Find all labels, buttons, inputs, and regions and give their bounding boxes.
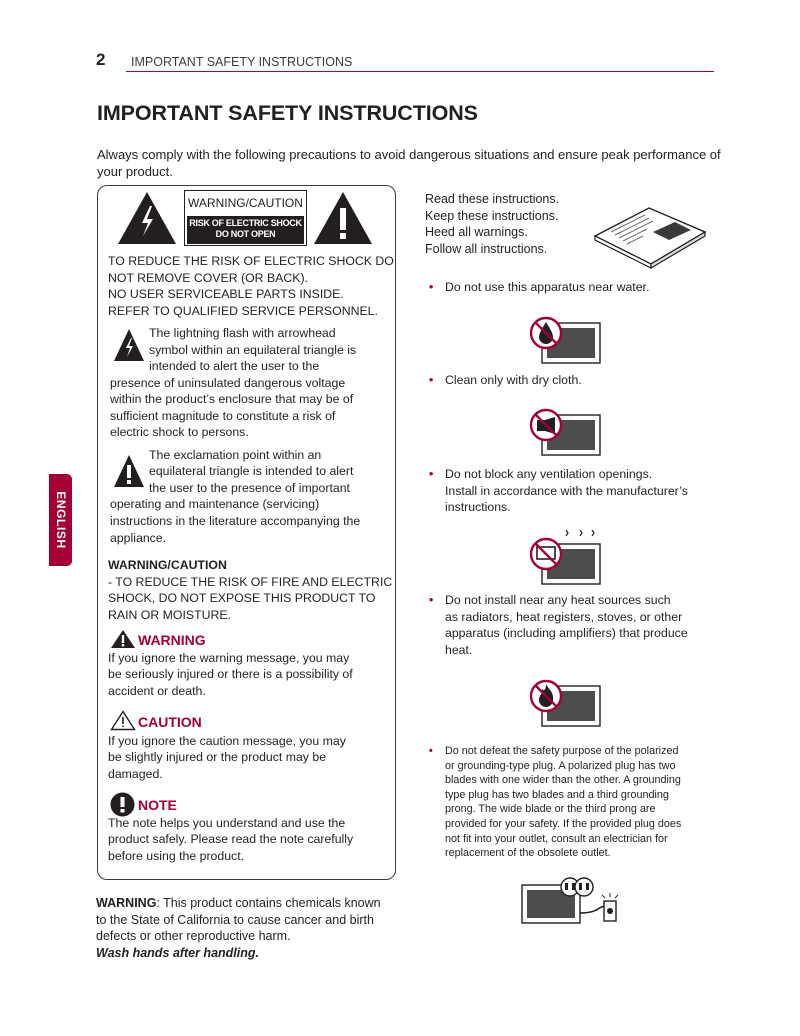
caution-text-1: If you ignore the caution message, you may [108, 734, 346, 748]
caution-heading: CAUTION [138, 714, 202, 730]
bullet-plug-text-8: replacement of the obsolete outlet. [445, 847, 611, 860]
bullet-dot: • [429, 280, 434, 294]
lightning-triangle-icon [116, 190, 178, 246]
bullet-plug-text-2: or grounding-type plug. A polarized plug has two [445, 759, 676, 772]
read-line-1: Read these instructions. [425, 192, 560, 206]
bullet-ventilation-text-3: instructions. [445, 500, 511, 514]
label-risk-line: RISK OF ELECTRIC SHOCK [189, 218, 302, 228]
page-title: IMPORTANT SAFETY INSTRUCTIONS [97, 101, 478, 125]
exclamation-triangle-icon [312, 190, 374, 246]
bullet-dot: • [429, 373, 434, 387]
tv-plug-outlet-icon [520, 875, 624, 927]
manual-book-icon [591, 202, 711, 270]
instruction-list [425, 191, 559, 257]
label-do-not-open-line: DO NOT OPEN [215, 229, 276, 239]
bullet-water [429, 279, 650, 296]
lightning-text-4: presence of uninsulated dangerous voltage [110, 376, 346, 390]
read-line-4: Follow all instructions. [425, 241, 548, 256]
excl-text-6: appliance. [110, 531, 167, 545]
lightning-text-1: The lightning flash with arrowhead [149, 326, 336, 340]
bullet-clean [429, 372, 582, 389]
bullet-dot: • [429, 745, 433, 757]
caution-text-2: be slightly injured or the product may be [108, 750, 327, 764]
header-rule [126, 71, 714, 72]
read-line-2: Keep these instructions. [425, 208, 559, 223]
bullet-heat [429, 592, 688, 658]
bullet-plug-text-6: provided for your safety. If the provided plug does [445, 817, 682, 830]
california-warning-label: WARNING [96, 896, 157, 910]
bullet-heat-text-3: apparatus (including amplifiers) that produce [445, 626, 688, 640]
note-text-1: The note helps you understand and use the [108, 816, 346, 830]
bullet-water-text: Do not use this apparatus near water. [445, 280, 650, 294]
note-text-2: product safely. Please read the note carefully [108, 832, 354, 846]
lightning-text-7: electric shock to persons. [110, 425, 249, 439]
excl-text-3: the user to the presence of important [149, 481, 350, 495]
intro-paragraph: Always comply with the following precautions to avoid dangerous situations and ensure peak performance of your product. [97, 147, 721, 179]
excl-text-2: equilateral triangle is intended to alert [149, 464, 354, 478]
california-warning [96, 895, 396, 961]
lightning-text-2: symbol within an equilateral triangle is [149, 343, 357, 357]
shock-text-2: NOT REMOVE COVER (OR BACK). [108, 271, 308, 285]
note-icon [110, 792, 135, 817]
shock-text-1: TO REDUCE THE RISK OF ELECTRIC SHOCK DO [108, 254, 394, 268]
bullet-plug-text-7: not fit into your outlet, consult an electrician for [445, 832, 668, 845]
bullet-ventilation-text-1: Do not block any ventilation openings. [445, 467, 653, 481]
california-warning-text-2: to the State of California to cause cancer and birth [96, 912, 374, 927]
bullet-heat-text-2: as radiators, heat registers, stoves, or other [445, 609, 683, 624]
wc-text-2: SHOCK, DO NOT EXPOSE THIS PRODUCT TO [108, 591, 376, 605]
bullet-clean-text: Clean only with dry cloth. [445, 373, 582, 387]
lightning-text-3: intended to alert the user to the [149, 359, 320, 373]
bullet-heat-text-4: heat. [445, 642, 473, 657]
bullet-ventilation [429, 466, 688, 516]
tv-spray-icon [528, 405, 604, 459]
warning-text-3: accident or death. [108, 684, 206, 698]
tv-ventilation-icon [528, 530, 604, 590]
warning-icon [110, 629, 136, 649]
california-warning-text-3: defects or other reproductive harm. [96, 929, 291, 943]
lightning-text-5: within the product’s enclosure that may be of [110, 392, 354, 406]
bullet-plug-text-5: prong. The wide blade or the third prong are [445, 803, 656, 816]
caution-text-3: damaged. [108, 767, 163, 781]
bullet-plug-text-3: blades with one wider than the other. A grounding [445, 774, 681, 787]
lightning-small-icon [112, 327, 146, 363]
warning-caution-label [184, 190, 307, 246]
language-tab[interactable] [49, 474, 72, 566]
label-bottom-text [187, 216, 304, 244]
shock-text-4: REFER TO QUALIFIED SERVICE PERSONNEL. [108, 304, 378, 318]
shock-text-3: NO USER SERVICEABLE PARTS INSIDE. [108, 287, 344, 301]
warning-text-2: be seriously injured or there is a possibility of [108, 667, 353, 681]
wash-hands-note: Wash hands after handling. [96, 945, 259, 960]
tv-heat-icon [528, 676, 604, 730]
label-top-text: WARNING/CAUTION [188, 196, 303, 210]
read-line-3: Heed all warnings. [425, 225, 528, 239]
wc-text-1: - TO REDUCE THE RISK OF FIRE AND ELECTRIC [108, 575, 393, 589]
warning-heading: WARNING [138, 632, 206, 648]
bullet-plug-text-1: Do not defeat the safety purpose of the polarized [445, 745, 679, 757]
language-tab-label: ENGLISH [53, 491, 68, 549]
bullet-plug [429, 744, 682, 861]
california-warning-text-1: : This product contains chemicals known [156, 896, 381, 910]
page-number: 2 [96, 50, 106, 69]
wc-heading: WARNING/CAUTION [108, 558, 227, 572]
caution-icon [110, 710, 136, 731]
bullet-dot: • [429, 593, 434, 607]
exclamation-small-icon [112, 453, 146, 489]
bullet-heat-text-1: Do not install near any heat sources such [445, 593, 671, 607]
note-heading: NOTE [138, 797, 177, 813]
lightning-text-6: sufficient magnitude to constitute a risk of [110, 409, 336, 423]
wc-text-3: RAIN OR MOISTURE. [108, 608, 231, 622]
tv-water-icon [528, 313, 604, 367]
note-text-3: before using the product. [108, 849, 245, 863]
excl-text-4: operating and maintenance (servicing) [110, 497, 320, 511]
bullet-plug-text-4: type plug has two blades and a third grounding [445, 788, 669, 801]
excl-text-5: instructions in the literature accompanying the [110, 514, 361, 528]
running-header: IMPORTANT SAFETY INSTRUCTIONS [131, 55, 353, 69]
excl-text-1: The exclamation point within an [149, 448, 322, 462]
bullet-ventilation-text-2: Install in accordance with the manufacturer’s [445, 483, 688, 498]
bullet-dot: • [429, 467, 434, 481]
warning-text-1: If you ignore the warning message, you may [108, 651, 350, 665]
